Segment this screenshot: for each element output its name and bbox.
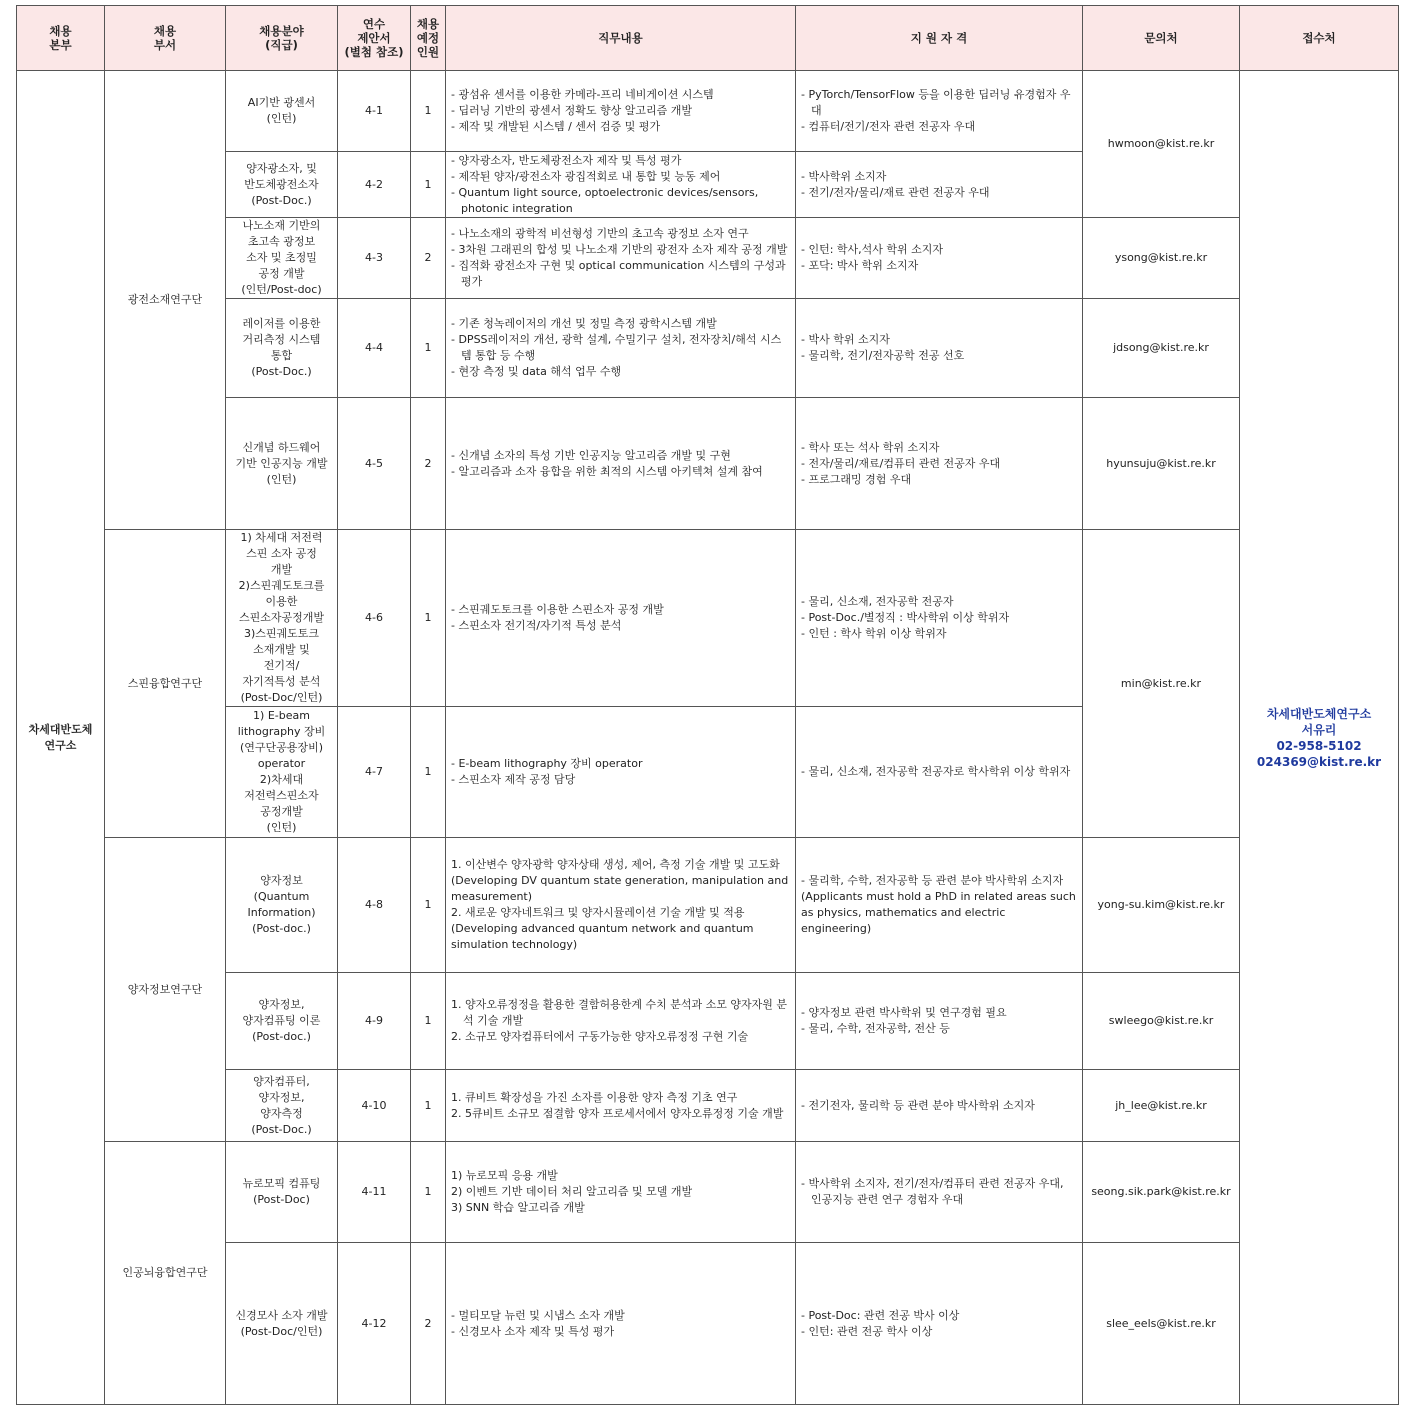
hire-count: 1 [411,973,446,1070]
contact-email[interactable]: swleego@kist.re.kr [1083,973,1240,1070]
header-hq: 채용 본부 [17,6,105,71]
field-cell: 양자컴퓨터, 양자정보, 양자측정 (Post-Doc.) [226,1070,338,1142]
duty-item: - 나노소재의 광학적 비선형성 기반의 초고속 광정보 소자 연구 [451,227,749,240]
proposal-code: 4-1 [338,71,411,152]
qual-item: - 물리학, 수학, 전자공학 등 관련 분야 박사학위 소지자 [801,874,1064,887]
duty-item: 3) SNN 학습 알고리즘 개발 [451,1201,585,1214]
duty-item: - 제작된 양자/광전소자 광집적회로 내 통합 및 능동 제어 [451,169,721,183]
contact-email[interactable]: seong.sik.park@kist.re.kr [1083,1142,1240,1243]
qual-item: (Applicants must hold a PhD in related areas such as physics, mathematics and electric engineering) [801,890,1076,935]
duties-cell [446,218,796,299]
dept-cell: 스핀융합연구단 [105,530,226,838]
qualification-cell [796,1243,1083,1405]
field-cell: 레이저를 이용한 거리측정 시스템 통합 (Post-Doc.) [226,299,338,398]
duty-item: - 딥러닝 기반의 광센서 정확도 향상 알고리즘 개발 [451,104,692,117]
reception-cell [1240,71,1399,1405]
qual-item: - 컴퓨터/전기/전자 관련 전공자 우대 [801,120,976,133]
proposal-code: 4-6 [338,530,411,707]
duty-item: - 알고리즘과 소자 융합을 위한 최적의 시스템 아키텍쳐 설계 참여 [451,464,763,478]
duties-cell [446,1142,796,1243]
qualification-cell [796,299,1083,398]
table-row [17,530,1399,707]
field-cell: 뉴로모픽 컴퓨팅 (Post-Doc) [226,1142,338,1243]
field-cell: 1) E-beam lithography 장비 (연구단공용장비) operator 2)차세대 저전력스핀소자 공정개발 (인턴) [226,707,338,838]
duty-item: - E-beam lithography 장비 operator [451,757,643,770]
hire-count: 2 [411,1243,446,1405]
qualification-cell [796,398,1083,530]
header-dept: 채용 부서 [105,6,226,71]
qual-item: - 물리학, 전기/전자공학 전공 선호 [801,349,965,362]
qual-item: - 전자/물리/재료/컴퓨터 관련 전공자 우대 [801,456,1001,470]
field-cell: 양자광소자, 및 반도체광전소자 (Post-Doc.) [226,152,338,218]
duty-item: - 신개념 소자의 특성 기반 인공지능 알고리즘 개발 및 구현 [451,448,731,462]
header-duties: 직무내용 [446,6,796,71]
qualification-cell [796,218,1083,299]
duty-item: - 현장 측정 및 data 해석 업무 수행 [451,365,622,378]
qual-item: - 프로그래밍 경험 우대 [801,472,912,486]
qual-item: - 박사 학위 소지자 [801,333,890,346]
header-proposal: 연수 제안서 (별첨 참조) [338,6,411,71]
duty-item: 1) 뉴로모픽 응용 개발 [451,1169,558,1182]
duties-cell [446,973,796,1070]
duty-item: - 기존 청녹레이저의 개선 및 정밀 측정 광학시스템 개발 [451,317,717,330]
qual-item: - 인턴: 관련 전공 학사 이상 [801,1324,933,1338]
contact-email[interactable]: yong-su.kim@kist.re.kr [1083,838,1240,973]
duties-cell [446,398,796,530]
duties-cell [446,1243,796,1405]
qualification-cell [796,707,1083,838]
duty-item: 1. 이산변수 양자광학 양자상태 생성, 제어, 측정 기술 개발 및 고도화 [451,858,780,871]
dept-cell: 광전소재연구단 [105,71,226,530]
contact-email[interactable]: hyunsuju@kist.re.kr [1083,398,1240,530]
qual-item: - 물리, 신소재, 전자공학 전공자로 학사학위 이상 학위자 [801,765,1071,778]
qual-item: - 박사학위 소지자, 전기/전자/컴퓨터 관련 전공자 우대, 인공지능 관련 연구 경험자 우대 [801,1177,1064,1206]
contact-email[interactable]: ysong@kist.re.kr [1083,218,1240,299]
qualification-cell [796,838,1083,973]
qual-item: - 전기전자, 물리학 등 관련 분야 박사학위 소지자 [801,1098,1035,1112]
duties-cell [446,152,796,218]
qual-item: - 박사학위 소지자 [801,169,887,183]
duties-cell [446,1070,796,1142]
duty-item: - 스핀궤도토크를 이용한 스핀소자 공정 개발 [451,603,664,616]
duty-item: (Developing advanced quantum network and quantum simulation technology) [451,922,754,951]
proposal-code: 4-8 [338,838,411,973]
reception-org: 차세대반도체연구소 [1266,706,1372,721]
duty-item: - Quantum light source, optoelectronic devices/sensors, photonic integration [451,185,759,215]
field-cell: 양자정보, 양자컴퓨팅 이론 (Post-doc.) [226,973,338,1070]
hire-count: 1 [411,71,446,152]
hire-count: 2 [411,218,446,299]
duty-item: - 스핀소자 제작 공정 담당 [451,773,576,786]
field-cell: 나노소재 기반의 초고속 광정보 소자 및 초정밀 공정 개발 (인턴/Post-doc) [226,218,338,299]
qualification-cell [796,152,1083,218]
header-count: 채용 예정 인원 [411,6,446,71]
proposal-code: 4-11 [338,1142,411,1243]
proposal-code: 4-4 [338,299,411,398]
field-cell: AI기반 광센서 (인턴) [226,71,338,152]
duty-item: 2) 이벤트 기반 데이터 처리 알고리즘 및 모델 개발 [451,1185,693,1198]
qual-item: - 포닥: 박사 학위 소지자 [801,259,919,272]
duty-item: 1. 양자오류정정을 활용한 결함허용한계 수치 분석과 소모 양자자원 분석 기술 개발 [451,998,787,1027]
qual-item: - 전기/전자/물리/재료 관련 전공자 우대 [801,185,990,199]
hire-count: 1 [411,838,446,973]
duty-item: - 신경모사 소자 제작 및 특성 평가 [451,1324,615,1338]
duties-cell [446,71,796,152]
qual-item: - 물리, 수학, 전자공학, 전산 등 [801,1022,950,1035]
contact-email[interactable]: jdsong@kist.re.kr [1083,299,1240,398]
hire-count: 1 [411,299,446,398]
field-cell: 신개념 하드웨어 기반 인공지능 개발 (인턴) [226,398,338,530]
hire-count: 1 [411,152,446,218]
duty-item: 2. 소규모 양자컴퓨터에서 구동가능한 양자오류정정 구현 기술 [451,1030,749,1043]
qual-item: - 양자정보 관련 박사학위 및 연구경험 필요 [801,1006,1007,1019]
reception-name: 서유리 [1301,722,1337,737]
duties-cell [446,299,796,398]
duties-cell [446,530,796,707]
field-cell: 신경모사 소자 개발 (Post-Doc/인턴) [226,1243,338,1405]
proposal-code: 4-2 [338,152,411,218]
dept-cell: 양자정보연구단 [105,838,226,1142]
header-field: 채용분야 (직급) [226,6,338,71]
hire-count: 1 [411,530,446,707]
proposal-code: 4-10 [338,1070,411,1142]
proposal-code: 4-12 [338,1243,411,1405]
duty-item: (Developing DV quantum state generation, manipulation and measurement) [451,874,789,903]
hq-cell: 차세대반도체 연구소 [17,71,105,1405]
field-cell: 1) 차세대 저전력 스핀 소자 공정 개발 2)스핀궤도토크를 이용한 스핀소자공정개발 3)스핀궤도토크 소재개발 및 전기적/ 자기적특성 분석 (Post-Doc/인턴) [226,530,338,707]
qual-item: - Post-Doc: 관련 전공 박사 이상 [801,1308,960,1322]
qual-item: - PyTorch/TensorFlow 등을 이용한 딥러닝 유경험자 우대 [801,88,1071,117]
field-cell: 양자정보 (Quantum Information) (Post-doc.) [226,838,338,973]
duties-cell [446,707,796,838]
table-row [17,838,1399,973]
proposal-code: 4-3 [338,218,411,299]
duties-cell [446,838,796,973]
qual-item: - 학사 또는 석사 학위 소지자 [801,440,940,454]
duty-item: 2. 새로운 양자네트워크 및 양자시뮬레이션 기술 개발 및 적용 [451,906,745,919]
qualification-cell [796,530,1083,707]
qualification-cell [796,1142,1083,1243]
header-qualification: 지 원 자 격 [796,6,1083,71]
contact-email[interactable]: slee_eels@kist.re.kr [1083,1243,1240,1405]
recruitment-table [16,5,1399,1405]
qualification-cell [796,1070,1083,1142]
duty-item: - 제작 및 개발된 시스템 / 센서 검증 및 평가 [451,120,661,133]
duty-item: - 멀티모달 뉴런 및 시냅스 소자 개발 [451,1308,625,1322]
duty-item: - 집적화 광전소자 구현 및 optical communication 시스템의 구성과 평가 [451,259,786,288]
proposal-code: 4-5 [338,398,411,530]
duty-item: - 광섬유 센서를 이용한 카메라-프리 네비게이션 시스템 [451,88,714,101]
duty-item: - 스핀소자 전기적/자기적 특성 분석 [451,619,622,632]
qual-item: - 인턴 : 학사 학위 이상 학위자 [801,627,947,640]
hire-count: 1 [411,1142,446,1243]
contact-email[interactable]: hwmoon@kist.re.kr [1083,71,1240,218]
qualification-cell [796,71,1083,152]
reception-phone: 02-958-5102 [1276,738,1362,753]
table-row [17,71,1399,152]
qual-item: - Post-Doc./별정직 : 박사학위 이상 학위자 [801,611,1010,624]
duty-item: 1. 큐비트 확장성을 가진 소자를 이용한 양자 측정 기초 연구 [451,1090,738,1104]
header-row [17,6,1399,71]
hire-count: 1 [411,707,446,838]
qualification-cell [796,973,1083,1070]
proposal-code: 4-7 [338,707,411,838]
contact-email[interactable]: jh_lee@kist.re.kr [1083,1070,1240,1142]
contact-email[interactable]: min@kist.re.kr [1083,530,1240,838]
reception-email[interactable]: 024369@kist.re.kr [1256,754,1382,769]
header-inquiry: 문의처 [1083,6,1240,71]
proposal-code: 4-9 [338,973,411,1070]
duty-item: - 양자광소자, 반도체광전소자 제작 및 특성 평가 [451,153,682,167]
duty-item: 2. 5큐비트 소규모 점결함 양자 프로세서에서 양자오류정정 기술 개발 [451,1106,784,1120]
table-row [17,1142,1399,1243]
dept-cell: 인공뇌융합연구단 [105,1142,226,1405]
hire-count: 1 [411,1070,446,1142]
qual-item: - 물리, 신소재, 전자공학 전공자 [801,595,954,608]
qual-item: - 인턴: 학사,석사 학위 소지자 [801,243,944,256]
duty-item: - DPSS레이저의 개선, 광학 설계, 수밀기구 설치, 전자장치/해석 시스템 통합 등 수행 [451,333,782,362]
hire-count: 2 [411,398,446,530]
header-reception: 접수처 [1240,6,1399,71]
duty-item: - 3차원 그래핀의 합성 및 나노소재 기반의 광전자 소자 제작 공정 개발 [451,243,788,256]
